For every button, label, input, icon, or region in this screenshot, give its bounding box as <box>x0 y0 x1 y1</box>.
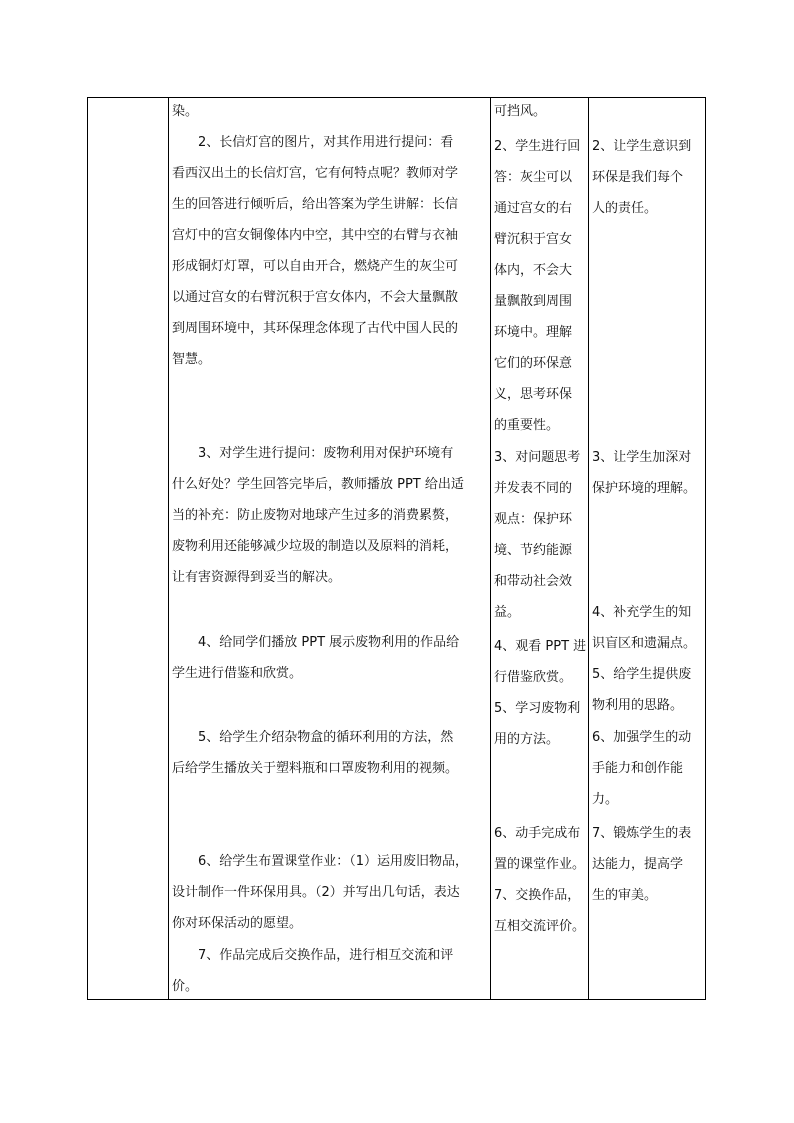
text-line: 以通过宫女的右臂沉积于宫女体内，不会大量飘散 <box>172 290 459 305</box>
text-line: 到周围环境中，其环保理念体现了古代中国人民的 <box>172 321 459 336</box>
text-line: 力。 <box>592 792 619 807</box>
text-line: 臂沉积于宫女 <box>494 232 573 247</box>
text-line: 互相交流评价。 <box>494 919 586 934</box>
lesson-plan-table <box>87 97 706 1000</box>
text-line: 染。 <box>172 104 199 119</box>
text-line: 你对环保活动的愿望。 <box>172 916 303 931</box>
text-line: 义，思考环保 <box>494 387 573 402</box>
text-line: 观点：保护环 <box>494 512 573 527</box>
text-line: 让有害资源得到妥当的解决。 <box>172 570 342 585</box>
text-line: 当的补充：防止废物对地球产生过多的消费累赘， <box>172 508 459 523</box>
text-line: 环境中。理解 <box>494 325 573 340</box>
column-divider <box>588 98 589 999</box>
text-line: 通过宫女的右 <box>494 201 573 216</box>
text-line: 答：灰尘可以 <box>494 170 573 185</box>
text-line: 5、学习废物利 <box>494 701 581 716</box>
text-line: 识盲区和遗漏点。 <box>592 636 697 651</box>
text-line: 废物利用还能够减少垃圾的制造以及原料的消耗， <box>172 539 459 554</box>
text-line: 它们的环保意 <box>494 356 573 371</box>
text-line: 什么好处？学生回答完毕后，教师播放 PPT 给出适 <box>172 477 464 492</box>
text-line: 和带动社会效 <box>494 574 573 589</box>
text-line: 置的课堂作业。 <box>494 857 586 872</box>
text-line: 境、节约能源 <box>494 543 573 558</box>
text-line: 宫灯中的宫女铜像体内中空，其中空的右臂与衣袖 <box>172 228 459 243</box>
text-line: 6、给学生布置课堂作业：（1）运用废旧物品， <box>172 854 469 869</box>
text-line: 6、加强学生的动 <box>592 730 692 745</box>
text-line: 益。 <box>494 605 521 620</box>
text-line: 3、让学生加深对 <box>592 450 692 465</box>
text-line: 物利用的思路。 <box>592 698 684 713</box>
text-line: 2、长信灯宫的图片，对其作用进行提问：看 <box>172 135 454 150</box>
text-line: 7、作品完成后交换作品，进行相互交流和评 <box>172 948 454 963</box>
column-divider <box>168 98 169 999</box>
text-line: 后给学生播放关于塑料瓶和口罩废物利用的视频。 <box>172 761 459 776</box>
text-line: 学生进行借鉴和欣赏。 <box>172 666 303 681</box>
text-line: 可挡风。 <box>494 104 547 119</box>
text-line: 4、给同学们播放 PPT 展示废物利用的作品给 <box>172 635 460 650</box>
text-line: 3、对问题思考 <box>494 450 581 465</box>
text-line: 4、补充学生的知 <box>592 605 692 620</box>
text-line: 手能力和创作能 <box>592 761 684 776</box>
text-line: 量飘散到周围 <box>494 294 573 309</box>
text-line: 生的审美。 <box>592 888 658 903</box>
text-line: 环保是我们每个 <box>592 170 684 185</box>
text-line: 5、给学生提供废 <box>592 667 692 682</box>
text-line: 7、交换作品， <box>494 888 581 903</box>
text-line: 5、给学生介绍杂物盒的循环利用的方法，然 <box>172 730 454 745</box>
text-line: 体内，不会大 <box>494 263 573 278</box>
text-line: 的重要性。 <box>494 418 560 433</box>
text-line: 2、让学生意识到 <box>592 139 692 154</box>
text-line: 6、动手完成布 <box>494 826 581 841</box>
text-line: 并发表不同的 <box>494 481 573 496</box>
text-line: 智慧。 <box>172 352 212 367</box>
design-intent-column <box>592 98 704 999</box>
teacher-activity-column <box>172 98 488 999</box>
text-line: 用的方法。 <box>494 732 560 747</box>
text-line: 行借鉴欣赏。 <box>494 670 573 685</box>
text-line: 价。 <box>172 979 199 994</box>
text-line: 4、观看 PPT 进 <box>494 639 587 654</box>
text-line: 2、学生进行回 <box>494 139 581 154</box>
text-line: 达能力，提高学 <box>592 857 684 872</box>
text-line: 设计制作一件环保用具。（2）并写出几句话，表达 <box>172 885 460 900</box>
text-line: 生的回答进行倾听后，给出答案为学生讲解：长信 <box>172 197 459 212</box>
text-line: 看西汉出土的长信灯宫，它有何特点呢？教师对学 <box>172 166 459 181</box>
text-line: 3、对学生进行提问：废物利用对保护环境有 <box>172 446 454 461</box>
student-activity-column <box>494 98 586 999</box>
column-divider <box>490 98 491 999</box>
text-line: 人的责任。 <box>592 201 658 216</box>
text-line: 保护环境的理解。 <box>592 481 697 496</box>
text-line: 形成铜灯灯罩，可以自由开合，燃烧产生的灰尘可 <box>172 259 459 274</box>
text-line: 7、锻炼学生的表 <box>592 826 692 841</box>
